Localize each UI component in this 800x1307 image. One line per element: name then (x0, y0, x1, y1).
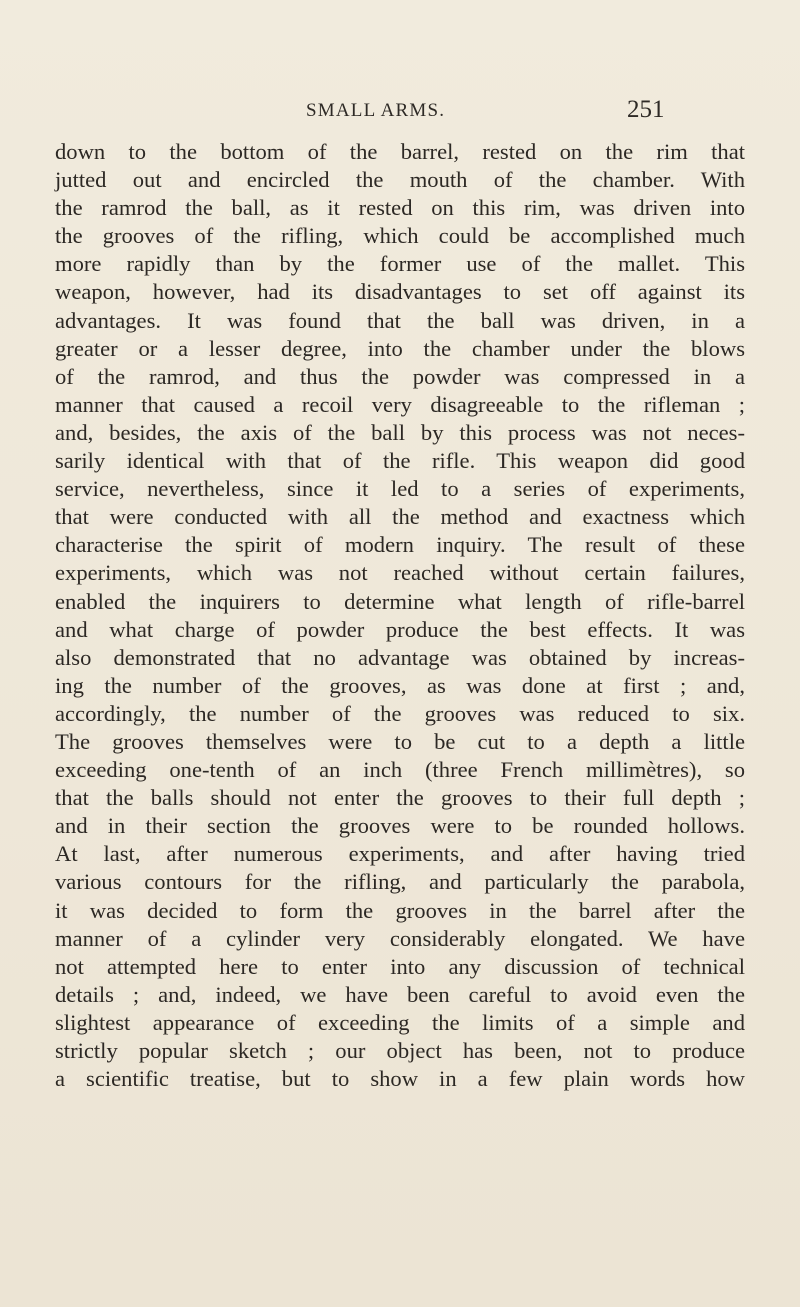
text-line: a scientific treatise, but to show in a few plain words how (55, 1066, 745, 1092)
text-line: strictly popular sketch ; our object has been, not to produce (55, 1038, 745, 1063)
text-line: enabled the inquirers to determine what length of rifle-barrel (55, 588, 745, 614)
text-line: details ; and, indeed, we have been careful to avoid even the (55, 981, 745, 1007)
text-line: slightest appearance of exceeding the limits of a simple and (55, 1009, 745, 1035)
text-line: of the ramrod, and thus the powder was compressed in a (55, 363, 745, 389)
text-line: At last, after numerous experiments, and after having tried (55, 841, 745, 867)
text-line: exceeding one-tenth of an inch (three French millimètres), so (55, 757, 745, 783)
text-line: and, besides, the axis of the ball by this process was not neces- (55, 419, 745, 445)
running-head (0, 96, 800, 126)
text-line: The grooves themselves were to be cut to a depth a little (55, 728, 745, 754)
text-line: the ramrod the ball, as it rested on this rim, was driven into (55, 195, 745, 221)
text-line: service, nevertheless, since it led to a series of experiments, (55, 476, 745, 502)
text-line: accordingly, the number of the grooves was reduced to six. (55, 700, 745, 726)
text-line: down to the bottom of the barrel, rested on the rim that (55, 139, 745, 164)
text-line: various contours for the rifling, and particularly the parabola, (55, 869, 745, 895)
text-line: advantages. It was found that the ball was driven, in a (55, 307, 745, 333)
text-line: sarily identical with that of the rifle. This weapon did good (55, 448, 745, 474)
text-line: it was decided to form the grooves in the barrel after the (55, 897, 745, 923)
text-line: ing the number of the grooves, as was done at first ; and, (55, 672, 745, 698)
text-line: experiments, which was not reached without certain failures, (55, 560, 745, 586)
running-title: SMALL ARMS. (306, 100, 446, 121)
text-line: jutted out and encircled the mouth of the chamber. With (55, 167, 745, 193)
text-line: characterise the spirit of modern inquiry. The result of these (55, 532, 745, 558)
text-line: greater or a lesser degree, into the chamber under the blows (55, 335, 745, 361)
text-line: the grooves of the rifling, which could be accomplished much (55, 223, 745, 249)
text-line: manner that caused a recoil very disagreeable to the rifleman ; (55, 391, 745, 417)
text-line: that the balls should not enter the grooves to their full depth ; (55, 785, 745, 811)
text-line: and what charge of powder produce the best effects. It was (55, 616, 745, 642)
page-number: 251 (627, 96, 665, 123)
body-text (55, 138, 745, 1093)
text-line: and in their section the grooves were to be rounded hollows. (55, 813, 745, 839)
text-line: more rapidly than by the former use of the mallet. This (55, 251, 745, 277)
text-line: also demonstrated that no advantage was obtained by increas- (55, 644, 745, 670)
text-line: weapon, however, had its disadvantages to set off against its (55, 279, 745, 305)
text-line: that were conducted with all the method and exactness which (55, 504, 745, 530)
text-line: not attempted here to enter into any discussion of technical (55, 953, 745, 979)
text-line: manner of a cylinder very considerably elongated. We have (55, 925, 745, 951)
